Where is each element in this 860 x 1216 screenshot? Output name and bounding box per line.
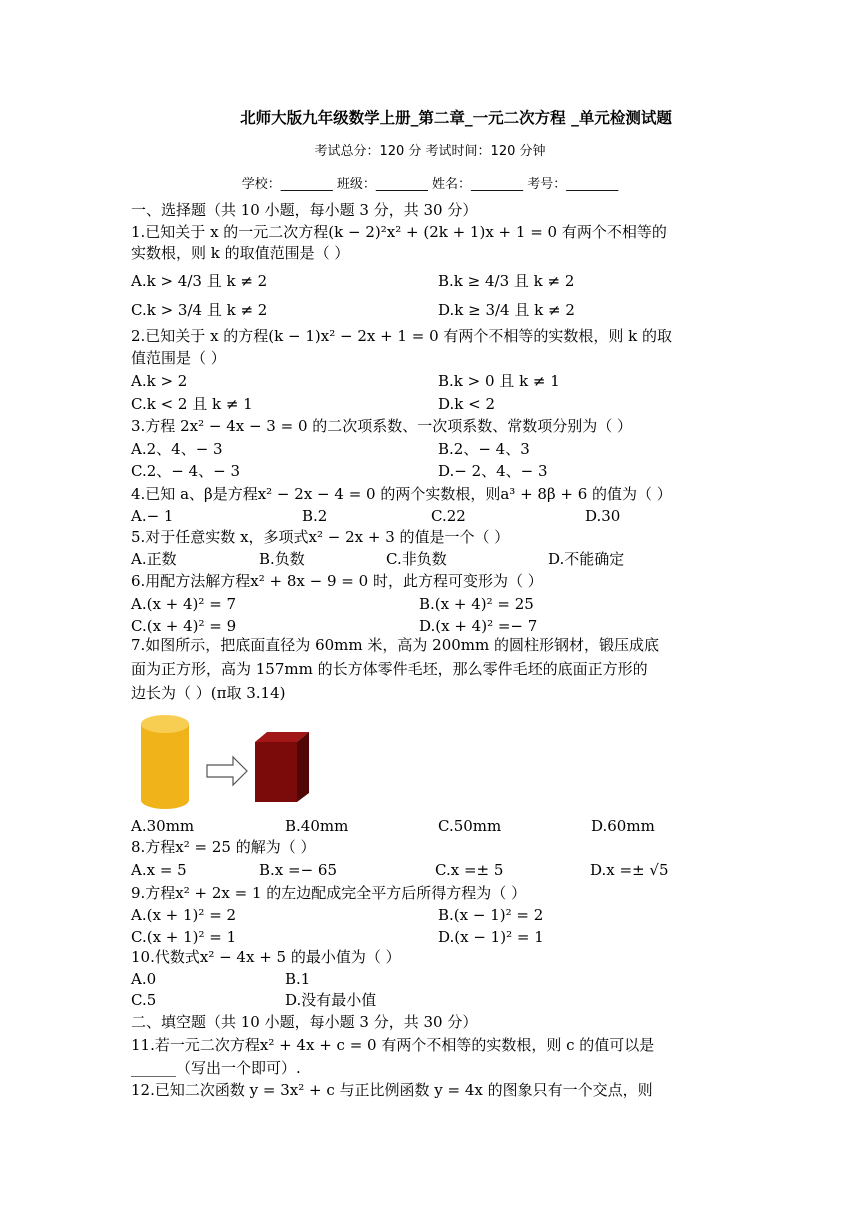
q7-option-a: A.30mm bbox=[131, 817, 195, 835]
q7-option-c: C.50mm bbox=[438, 817, 502, 835]
student-info: 学校：________ 班级：________ 姓名：________ 考号：________ bbox=[241, 177, 619, 192]
q2-option-d: D.k < 2 bbox=[438, 395, 495, 413]
q6-option-b: B.(x + 4)² = 25 bbox=[419, 595, 534, 613]
q8-stem: 8.方程x² = 25 的解为（ ） bbox=[131, 838, 316, 856]
q1-option-b: B.k ≥ 4/3 且 k ≠ 2 bbox=[438, 272, 575, 290]
q4-option-c: C.22 bbox=[431, 507, 466, 525]
q4-option-a: A.− 1 bbox=[131, 507, 174, 525]
q2-option-a: A.k > 2 bbox=[131, 372, 188, 390]
q1-stem-2: 实数根，则 k 的取值范围是（ ） bbox=[131, 244, 350, 262]
q2-stem-1: 2.已知关于 x 的方程(k − 1)x² − 2x + 1 = 0 有两个不相等的实数根，则 k 的取 bbox=[131, 327, 673, 345]
q4-stem: 4.已知 a、β是方程x² − 2x − 4 = 0 的两个实数根，则a³ + 8β + 6 的值为（ ） bbox=[131, 485, 672, 503]
exam-info: 考试总分：120 分 考试时间：120 分钟 bbox=[314, 144, 546, 159]
q5-option-d: D.不能确定 bbox=[548, 550, 625, 568]
q10-option-d: D.没有最小值 bbox=[285, 991, 377, 1009]
q10-stem: 10.代数式x² − 4x + 5 的最小值为（ ） bbox=[131, 948, 401, 966]
q7-stem-2: 面为正方形，高为 157mm 的长方体零件毛坯，那么零件毛坯的底面正方形的 bbox=[131, 660, 648, 678]
q4-option-d: D.30 bbox=[585, 507, 621, 525]
q10-option-c: C.5 bbox=[131, 991, 157, 1009]
q10-option-a: A.0 bbox=[131, 970, 157, 988]
q6-option-d: D.(x + 4)² =− 7 bbox=[419, 617, 538, 635]
q2-option-b: B.k > 0 且 k ≠ 1 bbox=[438, 372, 560, 390]
q3-option-a: A.2、4、− 3 bbox=[131, 440, 223, 458]
q6-stem: 6.用配方法解方程x² + 8x − 9 = 0 时，此方程可变形为（ ） bbox=[131, 572, 543, 590]
q12-stem-1: 12.已知二次函数 y = 3x² + c 与正比例函数 y = 4x 的图象只有一个交点，则 bbox=[131, 1081, 653, 1099]
q7-stem-1: 7.如图所示，把底面直径为 60mm 米，高为 200mm 的圆柱形钢材，锻压成底 bbox=[131, 636, 659, 654]
q11-stem-1: 11.若一元二次方程x² + 4x + c = 0 有两个不相等的实数根，则 c 的值可以是 bbox=[131, 1036, 655, 1054]
q9-option-d: D.(x − 1)² = 1 bbox=[438, 928, 544, 946]
q8-option-b: B.x =− 65 bbox=[259, 861, 338, 879]
q2-option-c: C.k < 2 且 k ≠ 1 bbox=[131, 395, 253, 413]
q3-option-d: D.− 2、4、− 3 bbox=[438, 462, 548, 480]
q4-option-b: B.2 bbox=[302, 507, 328, 525]
q9-stem: 9.方程x² + 2x = 1 的左边配成完全平方后所得方程为（ ） bbox=[131, 884, 527, 902]
cuboid-shape bbox=[255, 732, 309, 802]
q1-option-a: A.k > 4/3 且 k ≠ 2 bbox=[131, 272, 268, 290]
q11-stem-2: ______（写出一个即可）. bbox=[131, 1059, 301, 1077]
cylinder-shape bbox=[141, 715, 189, 809]
q6-option-c: C.(x + 4)² = 9 bbox=[131, 617, 237, 635]
q7-option-b: B.40mm bbox=[285, 817, 349, 835]
q5-option-b: B.负数 bbox=[259, 550, 305, 568]
q5-option-c: C.非负数 bbox=[386, 550, 447, 568]
q3-stem: 3.方程 2x² − 4x − 3 = 0 的二次项系数、一次项系数、常数项分别为（ ） bbox=[131, 417, 633, 435]
q2-stem-2: 值范围是（ ） bbox=[131, 349, 226, 367]
right-arrow-icon bbox=[207, 757, 247, 785]
q9-option-c: C.(x + 1)² = 1 bbox=[131, 928, 237, 946]
q8-option-c: C.x =± 5 bbox=[435, 861, 504, 879]
q3-option-b: B.2、− 4、3 bbox=[438, 440, 530, 458]
page-title: 北师大版九年级数学上册_第二章_一元二次方程 _单元检测试题 bbox=[240, 109, 672, 127]
q1-option-c: C.k > 3/4 且 k ≠ 2 bbox=[131, 301, 268, 319]
cylinder-to-cuboid-figure bbox=[135, 712, 335, 812]
section2-heading: 二、填空题（共 10 小题，每小题 3 分，共 30 分） bbox=[131, 1013, 478, 1031]
q7-option-d: D.60mm bbox=[591, 817, 655, 835]
q9-option-b: B.(x − 1)² = 2 bbox=[438, 906, 544, 924]
q3-option-c: C.2、− 4、− 3 bbox=[131, 462, 241, 480]
q5-stem: 5.对于任意实数 x，多项式x² − 2x + 3 的值是一个（ ） bbox=[131, 528, 510, 546]
q7-stem-3: 边长为（ ）(π取 3.14) bbox=[131, 684, 286, 702]
q9-option-a: A.(x + 1)² = 2 bbox=[131, 906, 237, 924]
q1-stem-1: 1.已知关于 x 的一元二次方程(k − 2)²x² + (2k + 1)x + 1 = 0 有两个不相等的 bbox=[131, 223, 667, 241]
q5-option-a: A.正数 bbox=[131, 550, 177, 568]
q1-option-d: D.k ≥ 3/4 且 k ≠ 2 bbox=[438, 301, 575, 319]
q6-option-a: A.(x + 4)² = 7 bbox=[131, 595, 237, 613]
q10-option-b: B.1 bbox=[285, 970, 311, 988]
q8-option-a: A.x = 5 bbox=[131, 861, 187, 879]
section1-heading: 一、选择题（共 10 小题，每小题 3 分，共 30 分） bbox=[131, 201, 478, 219]
q8-option-d: D.x =± √5 bbox=[590, 861, 669, 879]
